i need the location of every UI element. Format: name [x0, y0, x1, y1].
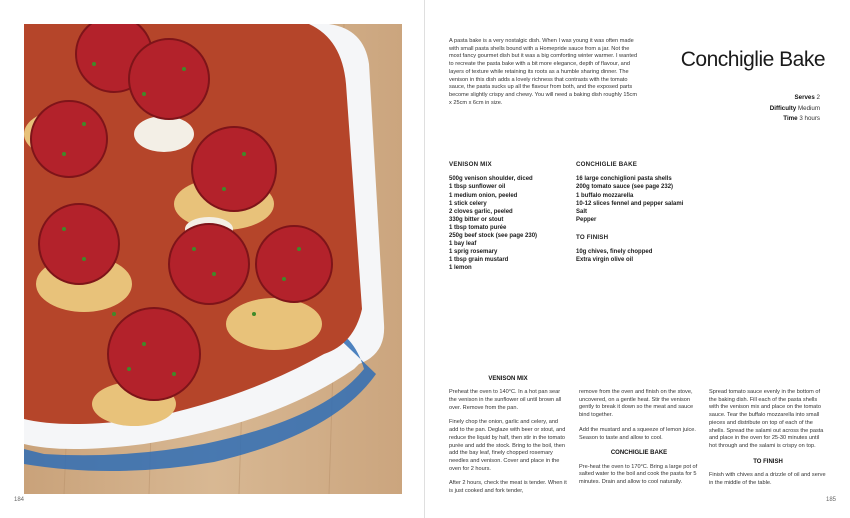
method-column-1 [449, 375, 567, 503]
ingredient-item: 1 stick celery [449, 200, 487, 207]
ingredient-item: 1 buffalo mozzarella [576, 192, 634, 199]
ingredients-to-finish [576, 234, 716, 265]
ingredient-item: Extra virgin olive oil [576, 257, 634, 264]
page-number-left: 184 [14, 497, 25, 503]
ingredient-item: 500g venison shoulder, diced [449, 176, 533, 183]
ingredient-item: Pepper [576, 216, 597, 223]
ingredient-item: Salt [576, 208, 588, 215]
ingredient-item: 1 tbsp tomato purée [449, 224, 507, 231]
method-column-3 [709, 389, 827, 494]
method-column-2 [579, 389, 699, 494]
method-venison-heading: VENISON MIX [488, 376, 528, 382]
difficulty-value: Medium [797, 104, 820, 112]
method-paragraph: Finely chop the onion, garlic and celery, and add to the pan. Deglaze with beer or stout, and reduce the liquid by half, then stir in the tomato purée and add the stock. Bring to the boil, then add the bay leaf, finely chopped rosemary needles and venison. Cover and place in the oven for 2 hours. [449, 419, 566, 472]
page-number-right: 185 [825, 497, 836, 503]
ingredient-item: 1 bay leaf [449, 241, 477, 248]
ingredient-item: 16 large conchiglioni pasta shells [576, 176, 672, 183]
method-paragraph: Add the mustard and a squeeze of lemon juice. Season to taste and allow to cool. [579, 426, 696, 441]
time-label: Time [783, 115, 798, 123]
ingredient-item: 250g beef stock (see page 230) [449, 233, 538, 240]
method-paragraph: After 2 hours, check the meat is tender. When it is just cooked and fork tender, [449, 480, 567, 495]
method-bake-heading: CONCHIGLIE BAKE [610, 450, 668, 457]
serves-value: 2 [816, 94, 820, 101]
ingredient-item: 1 sprig rosemary [449, 249, 498, 256]
method-paragraph: Spread tomato sauce evenly in the bottom of the baking dish. Fill each of the pasta shells with the venison mix and place on the tomato sauce. Tear the buffalo mozzarella into small pieces and distribute on top of each of the shells. Spread the salami out across the pasta and place in the oven for 25-30 minutes until hot through and the salami is crispy on top. [709, 389, 824, 450]
ingredient-item: 330g bitter or stout [449, 216, 504, 223]
method-paragraph: Preheat the oven to 140°C. In a hot pan sear the venison in the sunflower oil until brown all over. Remove from the pan. [449, 389, 562, 411]
right-page [425, 0, 850, 518]
method-paragraph: Pre-heat the oven to 170°C. Bring a large pot of salted water to the boil and cook the pasta for 5 minutes. Drain and allow to cool naturally. [579, 463, 698, 486]
recipe-intro: A pasta bake is a very nostalgic dish. When I was young it was often made with small pasta shells bound with a Homepride sauce from a jar. Not the most fancy gourmet dish but it was a big comforting winter warmer. I wanted to recreate the pasta bake with a bit more elegance, depth of flavour, and layers of texture while retaining its roots as a humble sharing dinner. The venison in this dish adds a lovely richness that contrasts with the tomato sauce, the pasta sucks up all the flavour from both, and the exposed parts become slightly crispy and chewy. You will need a baking dish roughly 15cm x 25cm x 6cm in size. [449, 38, 638, 106]
to-finish-heading: TO FINISH [576, 233, 609, 241]
ingredients-venison-mix [449, 161, 569, 272]
method-paragraph: remove from the oven and finish on the stove, uncovered, on a gentle heat. Stir the venison gently to break it down so the meat and sauce bind together. [579, 389, 694, 419]
ingredient-item: 1 medium onion, peeled [449, 192, 518, 199]
ingredient-item: 10g chives, finely chopped [576, 249, 653, 256]
time-value: 3 hours [799, 115, 820, 123]
venison-mix-heading: VENISON MIX [449, 161, 492, 168]
ingredient-item: 1 lemon [449, 265, 472, 272]
ingredient-item: 1 tbsp grain mustard [449, 257, 509, 264]
conchiglie-bake-heading: CONCHIGLIE BAKE [576, 161, 638, 168]
recipe-meta [770, 93, 820, 125]
method-paragraph: Finish with chives and a drizzle of oil and serve in the middle of the table. [709, 472, 826, 486]
serves-label: Serves [794, 94, 815, 101]
ingredient-item: 200g tomato sauce (see page 232) [576, 184, 674, 191]
recipe-photo [24, 24, 402, 494]
ingredients-conchiglie-bake [576, 161, 716, 264]
recipe-title: Conchiglie Bake [680, 48, 825, 72]
difficulty-label: Difficulty [769, 104, 797, 112]
ingredient-item: 10-12 slices fennel and pepper salami [576, 200, 684, 207]
ingredient-item: 1 tbsp sunflower oil [449, 184, 506, 191]
method-finish-heading: TO FINISH [753, 458, 783, 465]
ingredient-item: 2 cloves garlic, peeled [449, 208, 513, 215]
